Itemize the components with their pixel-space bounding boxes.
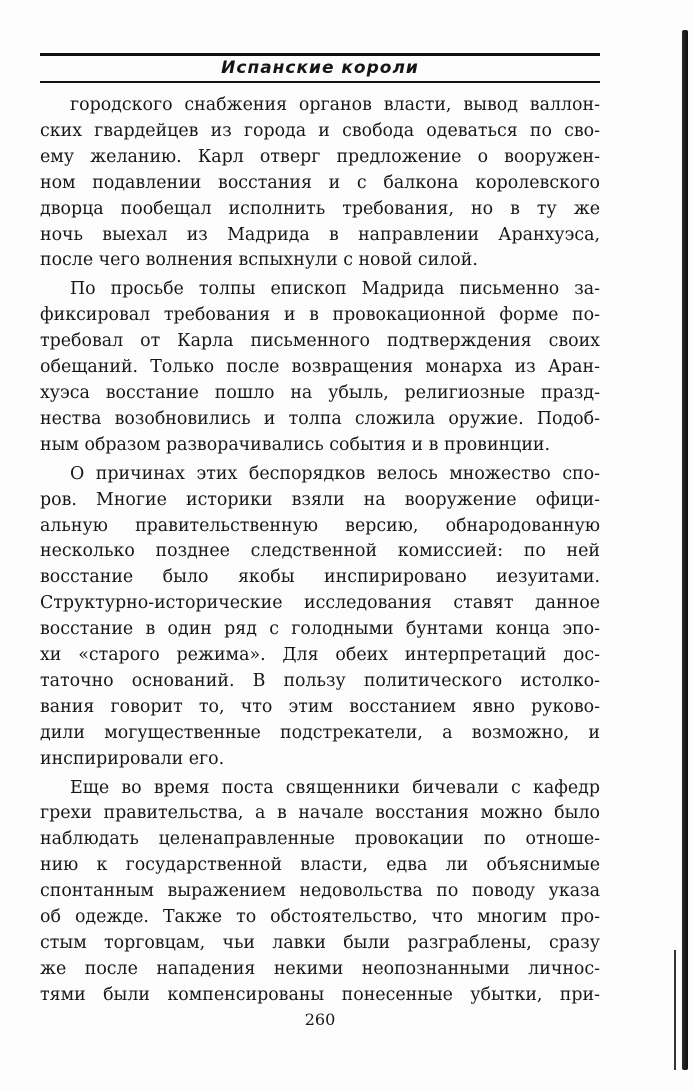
text-line: городского снабжения органов власти, вывод валлон- <box>70 95 600 115</box>
text-line: ров. Многие историки взяли на вооружение офици- <box>40 489 600 510</box>
paragraph <box>40 93 600 274</box>
text-line: фиксировал требования и в провокационной форме по- <box>40 305 600 326</box>
text-line: восстание было якобы инспирировано иезуитами. <box>40 567 600 588</box>
text-line: стым торговцам, чьи лавки были разграблены, сразу <box>40 933 600 953</box>
text-line: грехи правительства, а в начале восстания можно было <box>40 803 600 824</box>
body-text <box>40 93 600 1009</box>
paragraph <box>40 277 600 458</box>
text-line: хи «старого режима». Для обеих интерпретаций дос- <box>40 645 600 666</box>
text-line: вания говорит то, что этим восстанием явно руково- <box>40 696 600 717</box>
running-head: Испанские короли <box>221 58 419 78</box>
paragraph <box>40 776 600 1009</box>
text-line: ночь выехал из Мадрида в направлении Аранхуэса, <box>40 224 600 245</box>
text-line: же после нападения некими неопознанными личнос- <box>40 958 600 979</box>
paragraph <box>40 462 600 773</box>
text-line: ских гвардейцев из города и свобода одеваться по сво- <box>40 120 600 141</box>
text-line: требовал от Карла письменного подтверждения своих <box>40 331 600 352</box>
text-line: дили могущественные подстрекатели, а возможно, и <box>40 722 600 743</box>
text-line: обещаний. Только после возвращения монарха из Аран- <box>40 357 600 378</box>
text-line: Структурно-исторические исследования ставят данное <box>40 593 600 614</box>
text-line: инспирировали его. <box>40 748 225 769</box>
text-line: Еще во время поста священники бичевали с кафедр <box>70 777 600 798</box>
page-number: 260 <box>304 1010 336 1029</box>
text-line: наблюдать целенаправленные провокации по отноше- <box>40 829 600 850</box>
text-line: восстание в один ряд с голодными бунтами конца эпо- <box>40 619 600 640</box>
scan-edge-shadow <box>682 30 688 1070</box>
text-line: ным образом разворачивались события и в провинции. <box>40 434 551 455</box>
text-line: хуэса восстание пошло на убыль, религиозные празд- <box>40 382 600 403</box>
text-line: ему желанию. Карл отверг предложение о вооружен- <box>40 146 600 167</box>
text-line: нию к государственной власти, едва ли объяснимые <box>40 855 600 876</box>
text-line: ном подавлении восстания и с балкона королевского <box>40 172 600 193</box>
text-line: таточно оснований. В пользу политического истолко- <box>40 670 600 691</box>
scan-edge-line <box>674 950 676 1070</box>
text-line: тями были компенсированы понесенные убытки, при- <box>40 984 600 1005</box>
text-line: По просьбе толпы епископ Мадрида письменно за- <box>70 279 600 300</box>
text-line: спонтанным выражением недовольства по поводу указа <box>40 881 600 902</box>
header-rule-bottom <box>40 81 600 83</box>
text-line: О причинах этих беспорядков велось множество спо- <box>70 463 600 484</box>
text-line: альную правительственную версию, обнародованную <box>40 515 600 536</box>
text-line: несколько позднее следственной комиссией: по ней <box>40 541 600 562</box>
header-rule-top <box>40 53 600 56</box>
text-line: об одежде. Также то обстоятельство, что многим про- <box>40 907 600 928</box>
text-line: после чего волнения вспыхнули с новой силой. <box>40 250 478 271</box>
text-line: дворца пообещал исполнить требования, но в ту же <box>40 198 600 219</box>
text-line: нества возобновились и толпа сложила оружие. Подоб- <box>40 408 600 429</box>
